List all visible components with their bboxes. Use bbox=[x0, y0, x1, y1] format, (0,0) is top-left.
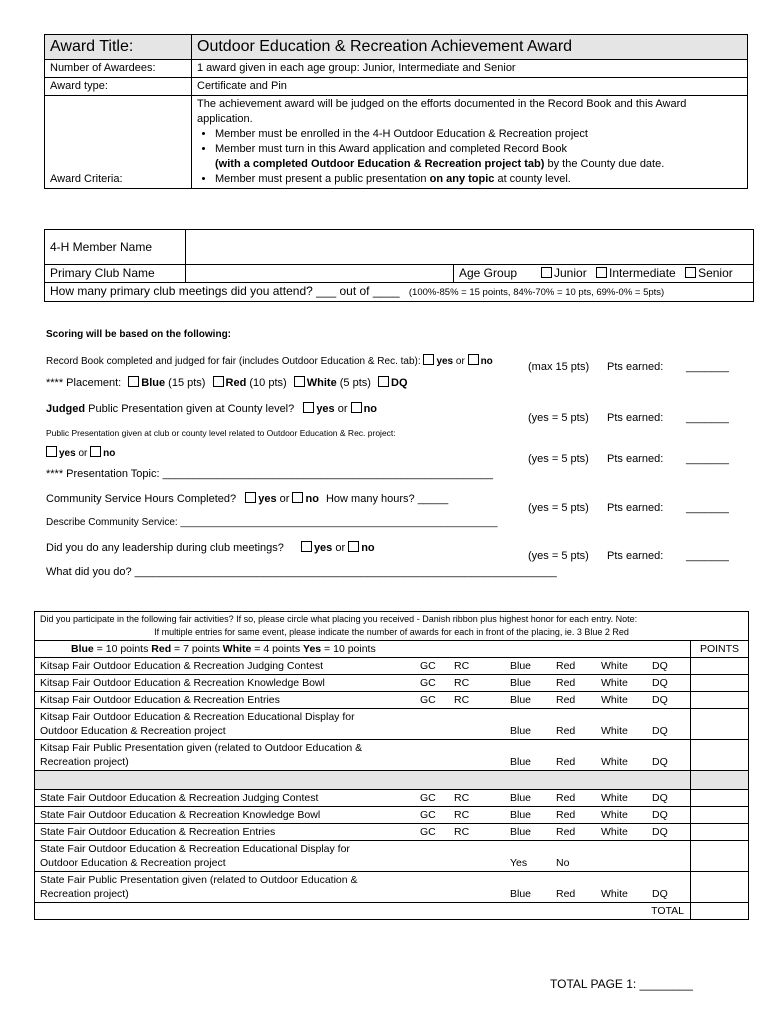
kitsap-fair-rows bbox=[35, 658, 749, 771]
activity-label: State Fair Outdoor Education & Recreation Judging Contest bbox=[40, 792, 319, 804]
yes-5-pts: (yes = 5 pts) bbox=[528, 412, 589, 424]
placing-options bbox=[40, 808, 685, 822]
leadership-no-checkbox[interactable] bbox=[348, 541, 359, 552]
member-info-table bbox=[44, 229, 754, 302]
award-info-table bbox=[44, 34, 748, 189]
total-page-line: TOTAL PAGE 1: ________ bbox=[550, 977, 693, 991]
activity-cell bbox=[35, 692, 691, 709]
activity-cell bbox=[35, 709, 691, 740]
placing-option-o2[interactable]: Red bbox=[556, 888, 576, 900]
placing-option-gc[interactable]: GC bbox=[420, 694, 436, 706]
placing-option-o4[interactable]: DQ bbox=[652, 826, 668, 838]
pts-earned-blank[interactable]: _______ bbox=[686, 412, 729, 424]
points-legend: Blue = 10 points Red = 7 points White = 4 points Yes = 10 points bbox=[35, 641, 691, 658]
pts-earned-label: Pts earned: bbox=[607, 550, 664, 562]
club-pres-yes-checkbox[interactable] bbox=[46, 446, 57, 457]
community-service-line: Community Service Hours Completed? yes or no How many hours? _____ bbox=[46, 493, 449, 505]
activity-cell bbox=[35, 740, 691, 771]
age-group-label: Age Group bbox=[454, 265, 537, 283]
community-yes-checkbox[interactable] bbox=[245, 492, 256, 503]
meetings-question: How many primary club meetings did you attend? ___ out of ____ bbox=[50, 284, 400, 298]
placing-option-o1[interactable]: Blue bbox=[510, 792, 532, 804]
activity-label: Recreation project) bbox=[40, 888, 129, 900]
criteria-item: • Member must turn in this Award application and completed Record Book (with a completed Outdoor Education & Recreation project tab) by the County due date. bbox=[215, 142, 742, 172]
award-title-label: Award Title: bbox=[45, 35, 192, 60]
placing-option-o3[interactable]: White bbox=[601, 677, 628, 689]
placing-option-rc[interactable]: RC bbox=[454, 660, 470, 672]
activity-label: Recreation project) bbox=[40, 756, 129, 768]
judged-presentation-line: Judged Public Presentation given at County level? yes or no bbox=[46, 403, 378, 415]
placing-option-o1[interactable]: Blue bbox=[510, 660, 532, 672]
placing-options bbox=[40, 856, 685, 870]
total-label: TOTAL bbox=[35, 903, 691, 920]
age-group-options: Junior Intermediate Senior bbox=[536, 265, 754, 283]
placing-option-o2[interactable]: Red bbox=[556, 660, 576, 672]
pts-earned-label: Pts earned: bbox=[607, 361, 664, 373]
placing-option-o2[interactable]: Red bbox=[556, 725, 576, 737]
activity-label: State Fair Outdoor Education & Recreation Educational Display for bbox=[40, 843, 350, 855]
placing-options bbox=[40, 676, 685, 690]
activity-label: Kitsap Fair Public Presentation given (related to Outdoor Education & bbox=[40, 742, 363, 754]
placing-option-rc[interactable]: RC bbox=[454, 792, 470, 804]
placing-option-rc[interactable]: RC bbox=[454, 677, 470, 689]
placing-option-gc[interactable]: GC bbox=[420, 677, 436, 689]
placing-option-o4[interactable]: DQ bbox=[652, 660, 668, 672]
senior-checkbox[interactable] bbox=[685, 267, 696, 278]
activity-cell bbox=[35, 841, 691, 872]
award-type-value: Certificate and Pin bbox=[192, 78, 748, 96]
placing-options bbox=[40, 693, 685, 707]
award-title-value: Outdoor Education & Recreation Achievement Award bbox=[192, 35, 748, 60]
placing-option-o2[interactable]: Red bbox=[556, 756, 576, 768]
pts-earned-blank[interactable]: _______ bbox=[686, 453, 729, 465]
placing-option-o1[interactable]: Blue bbox=[510, 756, 532, 768]
placing-option-gc[interactable]: GC bbox=[420, 809, 436, 821]
points-cell[interactable] bbox=[691, 675, 749, 692]
placing-option-rc[interactable]: RC bbox=[454, 826, 470, 838]
points-cell[interactable] bbox=[691, 807, 749, 824]
activity-label: Kitsap Fair Outdoor Education & Recreation Knowledge Bowl bbox=[40, 677, 325, 689]
points-cell[interactable] bbox=[691, 709, 749, 740]
activity-cell bbox=[35, 658, 691, 675]
pts-earned-label: Pts earned: bbox=[607, 412, 664, 424]
pts-earned-label: Pts earned: bbox=[607, 453, 664, 465]
points-cell[interactable] bbox=[691, 740, 749, 771]
placing-option-gc[interactable]: GC bbox=[420, 792, 436, 804]
activity-cell bbox=[35, 790, 691, 807]
award-criteria-value bbox=[192, 96, 748, 189]
award-type-label: Award type: bbox=[45, 78, 192, 96]
placing-option-o1[interactable]: Blue bbox=[510, 809, 532, 821]
activity-label: State Fair Outdoor Education & Recreation Knowledge Bowl bbox=[40, 809, 321, 821]
placing-option-o3[interactable]: White bbox=[601, 660, 628, 672]
yes-5-pts: (yes = 5 pts) bbox=[528, 502, 589, 514]
table-row bbox=[35, 740, 749, 771]
points-cell[interactable] bbox=[691, 824, 749, 841]
placing-option-o1[interactable]: Blue bbox=[510, 888, 532, 900]
activity-cell bbox=[35, 807, 691, 824]
judged-yes-checkbox[interactable] bbox=[303, 402, 314, 413]
activity-cell bbox=[35, 872, 691, 903]
activity-label: Outdoor Education & Recreation project bbox=[40, 725, 226, 737]
placing-option-o3[interactable]: White bbox=[601, 694, 628, 706]
placing-option-o2[interactable]: Red bbox=[556, 826, 576, 838]
placing-options bbox=[40, 724, 685, 738]
placing-option-o1[interactable]: Blue bbox=[510, 725, 532, 737]
placing-option-o4[interactable]: DQ bbox=[652, 725, 668, 737]
placing-option-o1[interactable]: Blue bbox=[510, 694, 532, 706]
awardees-label: Number of Awardees: bbox=[45, 60, 192, 78]
pts-earned-blank[interactable]: _______ bbox=[686, 502, 729, 514]
placing-options bbox=[40, 825, 685, 839]
criteria-intro: The achievement award will be judged on the efforts documented in the Record Book and this Award application. bbox=[197, 98, 687, 125]
blue-checkbox[interactable] bbox=[128, 376, 139, 387]
community-no-checkbox[interactable] bbox=[292, 492, 303, 503]
max-15-pts: (max 15 pts) bbox=[528, 361, 590, 373]
award-criteria-label: Award Criteria: bbox=[45, 96, 192, 189]
placing-option-o4[interactable]: DQ bbox=[652, 888, 668, 900]
record-yes-checkbox[interactable] bbox=[423, 354, 434, 365]
table-row bbox=[35, 692, 749, 709]
club-pres-no-checkbox[interactable] bbox=[90, 446, 101, 457]
placing-option-o3[interactable]: White bbox=[601, 826, 628, 838]
activity-label: Kitsap Fair Outdoor Education & Recreation Educational Display for bbox=[40, 711, 355, 723]
awardees-value: 1 award given in each age group: Junior, Intermediate and Senior bbox=[192, 60, 748, 78]
white-checkbox[interactable] bbox=[294, 376, 305, 387]
scoring-heading: Scoring will be based on the following: bbox=[46, 329, 232, 340]
activity-cell bbox=[35, 675, 691, 692]
points-cell[interactable] bbox=[691, 790, 749, 807]
record-book-line: Record Book completed and judged for fair (includes Outdoor Education & Rec. tab): yes or no bbox=[46, 356, 493, 367]
placing-option-o4[interactable]: DQ bbox=[652, 694, 668, 706]
intermediate-checkbox[interactable] bbox=[596, 267, 607, 278]
activity-label: Outdoor Education & Recreation project bbox=[40, 857, 226, 869]
placing-option-o1[interactable]: Blue bbox=[510, 826, 532, 838]
meetings-row bbox=[45, 283, 754, 302]
record-no-checkbox[interactable] bbox=[468, 354, 479, 365]
placing-option-o2[interactable]: Red bbox=[556, 694, 576, 706]
fair-intro: Did you participate in the following fair activities? If so, please circle what placing you received - Danish ribbon plus highest honor for each entry. Note: If multiple entries for same event, please indicate the number of awards for each in front of the placing, ie. 3 Blue 2 Red bbox=[35, 612, 749, 641]
table-row bbox=[35, 675, 749, 692]
junior-checkbox[interactable] bbox=[541, 267, 552, 278]
table-row bbox=[35, 658, 749, 675]
criteria-item: • Member must be enrolled in the 4-H Outdoor Education & Recreation project bbox=[215, 127, 742, 142]
points-cell[interactable] bbox=[691, 658, 749, 675]
placing-option-o3[interactable]: White bbox=[601, 756, 628, 768]
table-row bbox=[35, 807, 749, 824]
placing-option-o4[interactable]: DQ bbox=[652, 809, 668, 821]
placing-option-o3[interactable]: White bbox=[601, 725, 628, 737]
placing-option-gc[interactable]: GC bbox=[420, 660, 436, 672]
placing-options bbox=[40, 755, 685, 769]
leadership-line: Did you do any leadership during club meetings? yes or no bbox=[46, 542, 375, 554]
placing-options bbox=[40, 887, 685, 901]
club-name-field[interactable] bbox=[186, 265, 454, 283]
placing-option-o2[interactable]: Red bbox=[556, 809, 576, 821]
state-fair-rows bbox=[35, 790, 749, 903]
table-row bbox=[35, 790, 749, 807]
placing-option-o3[interactable]: White bbox=[601, 809, 628, 821]
placing-option-gc[interactable]: GC bbox=[420, 826, 436, 838]
placing-option-rc[interactable]: RC bbox=[454, 694, 470, 706]
placing-option-o4[interactable]: DQ bbox=[652, 792, 668, 804]
member-name-field[interactable] bbox=[186, 230, 754, 265]
member-name-label: 4-H Member Name bbox=[45, 230, 186, 265]
points-cell[interactable] bbox=[691, 872, 749, 903]
table-row bbox=[35, 709, 749, 740]
placing-option-o2[interactable]: Red bbox=[556, 792, 576, 804]
activity-label: Kitsap Fair Outdoor Education & Recreation Entries bbox=[40, 694, 280, 706]
placing-option-o1[interactable]: Yes bbox=[510, 857, 528, 869]
yes-5-pts: (yes = 5 pts) bbox=[528, 453, 589, 465]
presentation-topic-line[interactable]: **** Presentation Topic: ______________________________________________________ bbox=[46, 468, 493, 480]
table-row bbox=[35, 872, 749, 903]
table-row bbox=[35, 841, 749, 872]
leadership-yes-checkbox[interactable] bbox=[301, 541, 312, 552]
pts-earned-blank[interactable]: _______ bbox=[686, 361, 729, 373]
criteria-list bbox=[197, 127, 742, 187]
activity-label: Kitsap Fair Outdoor Education & Recreation Judging Contest bbox=[40, 660, 324, 672]
what-did-you-do-line[interactable]: What did you do? _____________________________________________________________________ bbox=[46, 566, 557, 578]
club-name-label: Primary Club Name bbox=[45, 265, 186, 283]
placing-option-o4[interactable]: DQ bbox=[652, 756, 668, 768]
points-header: POINTS bbox=[691, 641, 749, 658]
placing-option-o1[interactable]: Blue bbox=[510, 677, 532, 689]
placing-option-o3[interactable]: White bbox=[601, 792, 628, 804]
placing-option-rc[interactable]: RC bbox=[454, 809, 470, 821]
fair-activities-table bbox=[34, 611, 749, 920]
club-presentation-options: yes or no bbox=[46, 446, 115, 459]
dq-checkbox[interactable] bbox=[378, 376, 389, 387]
total-points-cell[interactable] bbox=[691, 903, 749, 920]
placing-option-o2[interactable]: No bbox=[556, 857, 570, 869]
points-cell[interactable] bbox=[691, 841, 749, 872]
activity-cell bbox=[35, 824, 691, 841]
club-presentation-line: Public Presentation given at club or county level related to Outdoor Education & Rec. project: bbox=[46, 428, 396, 438]
placing-option-o3[interactable]: White bbox=[601, 888, 628, 900]
table-row bbox=[35, 824, 749, 841]
points-cell[interactable] bbox=[691, 692, 749, 709]
placement-line: **** Placement: Blue (15 pts) Red (10 pts) White (5 pts) DQ bbox=[46, 377, 408, 389]
placing-options bbox=[40, 791, 685, 805]
pts-earned-label: Pts earned: bbox=[607, 502, 664, 514]
placing-option-o4[interactable]: DQ bbox=[652, 677, 668, 689]
yes-5-pts: (yes = 5 pts) bbox=[528, 550, 589, 562]
judged-no-checkbox[interactable] bbox=[351, 402, 362, 413]
activity-label: State Fair Outdoor Education & Recreation Entries bbox=[40, 826, 276, 838]
section-divider bbox=[35, 771, 749, 790]
meetings-points: (100%-85% = 15 points, 84%-70% = 10 pts, 69%-0% = 5pts) bbox=[408, 287, 665, 298]
red-checkbox[interactable] bbox=[213, 376, 224, 387]
criteria-item: • Member must present a public presentation on any topic at county level. bbox=[215, 172, 742, 187]
pts-earned-blank[interactable]: _______ bbox=[686, 550, 729, 562]
describe-service-line[interactable]: Describe Community Service: _________________________________________________________ bbox=[46, 517, 498, 528]
activity-label: State Fair Public Presentation given (related to Outdoor Education & bbox=[40, 874, 358, 886]
placing-option-o2[interactable]: Red bbox=[556, 677, 576, 689]
placing-options bbox=[40, 659, 685, 673]
